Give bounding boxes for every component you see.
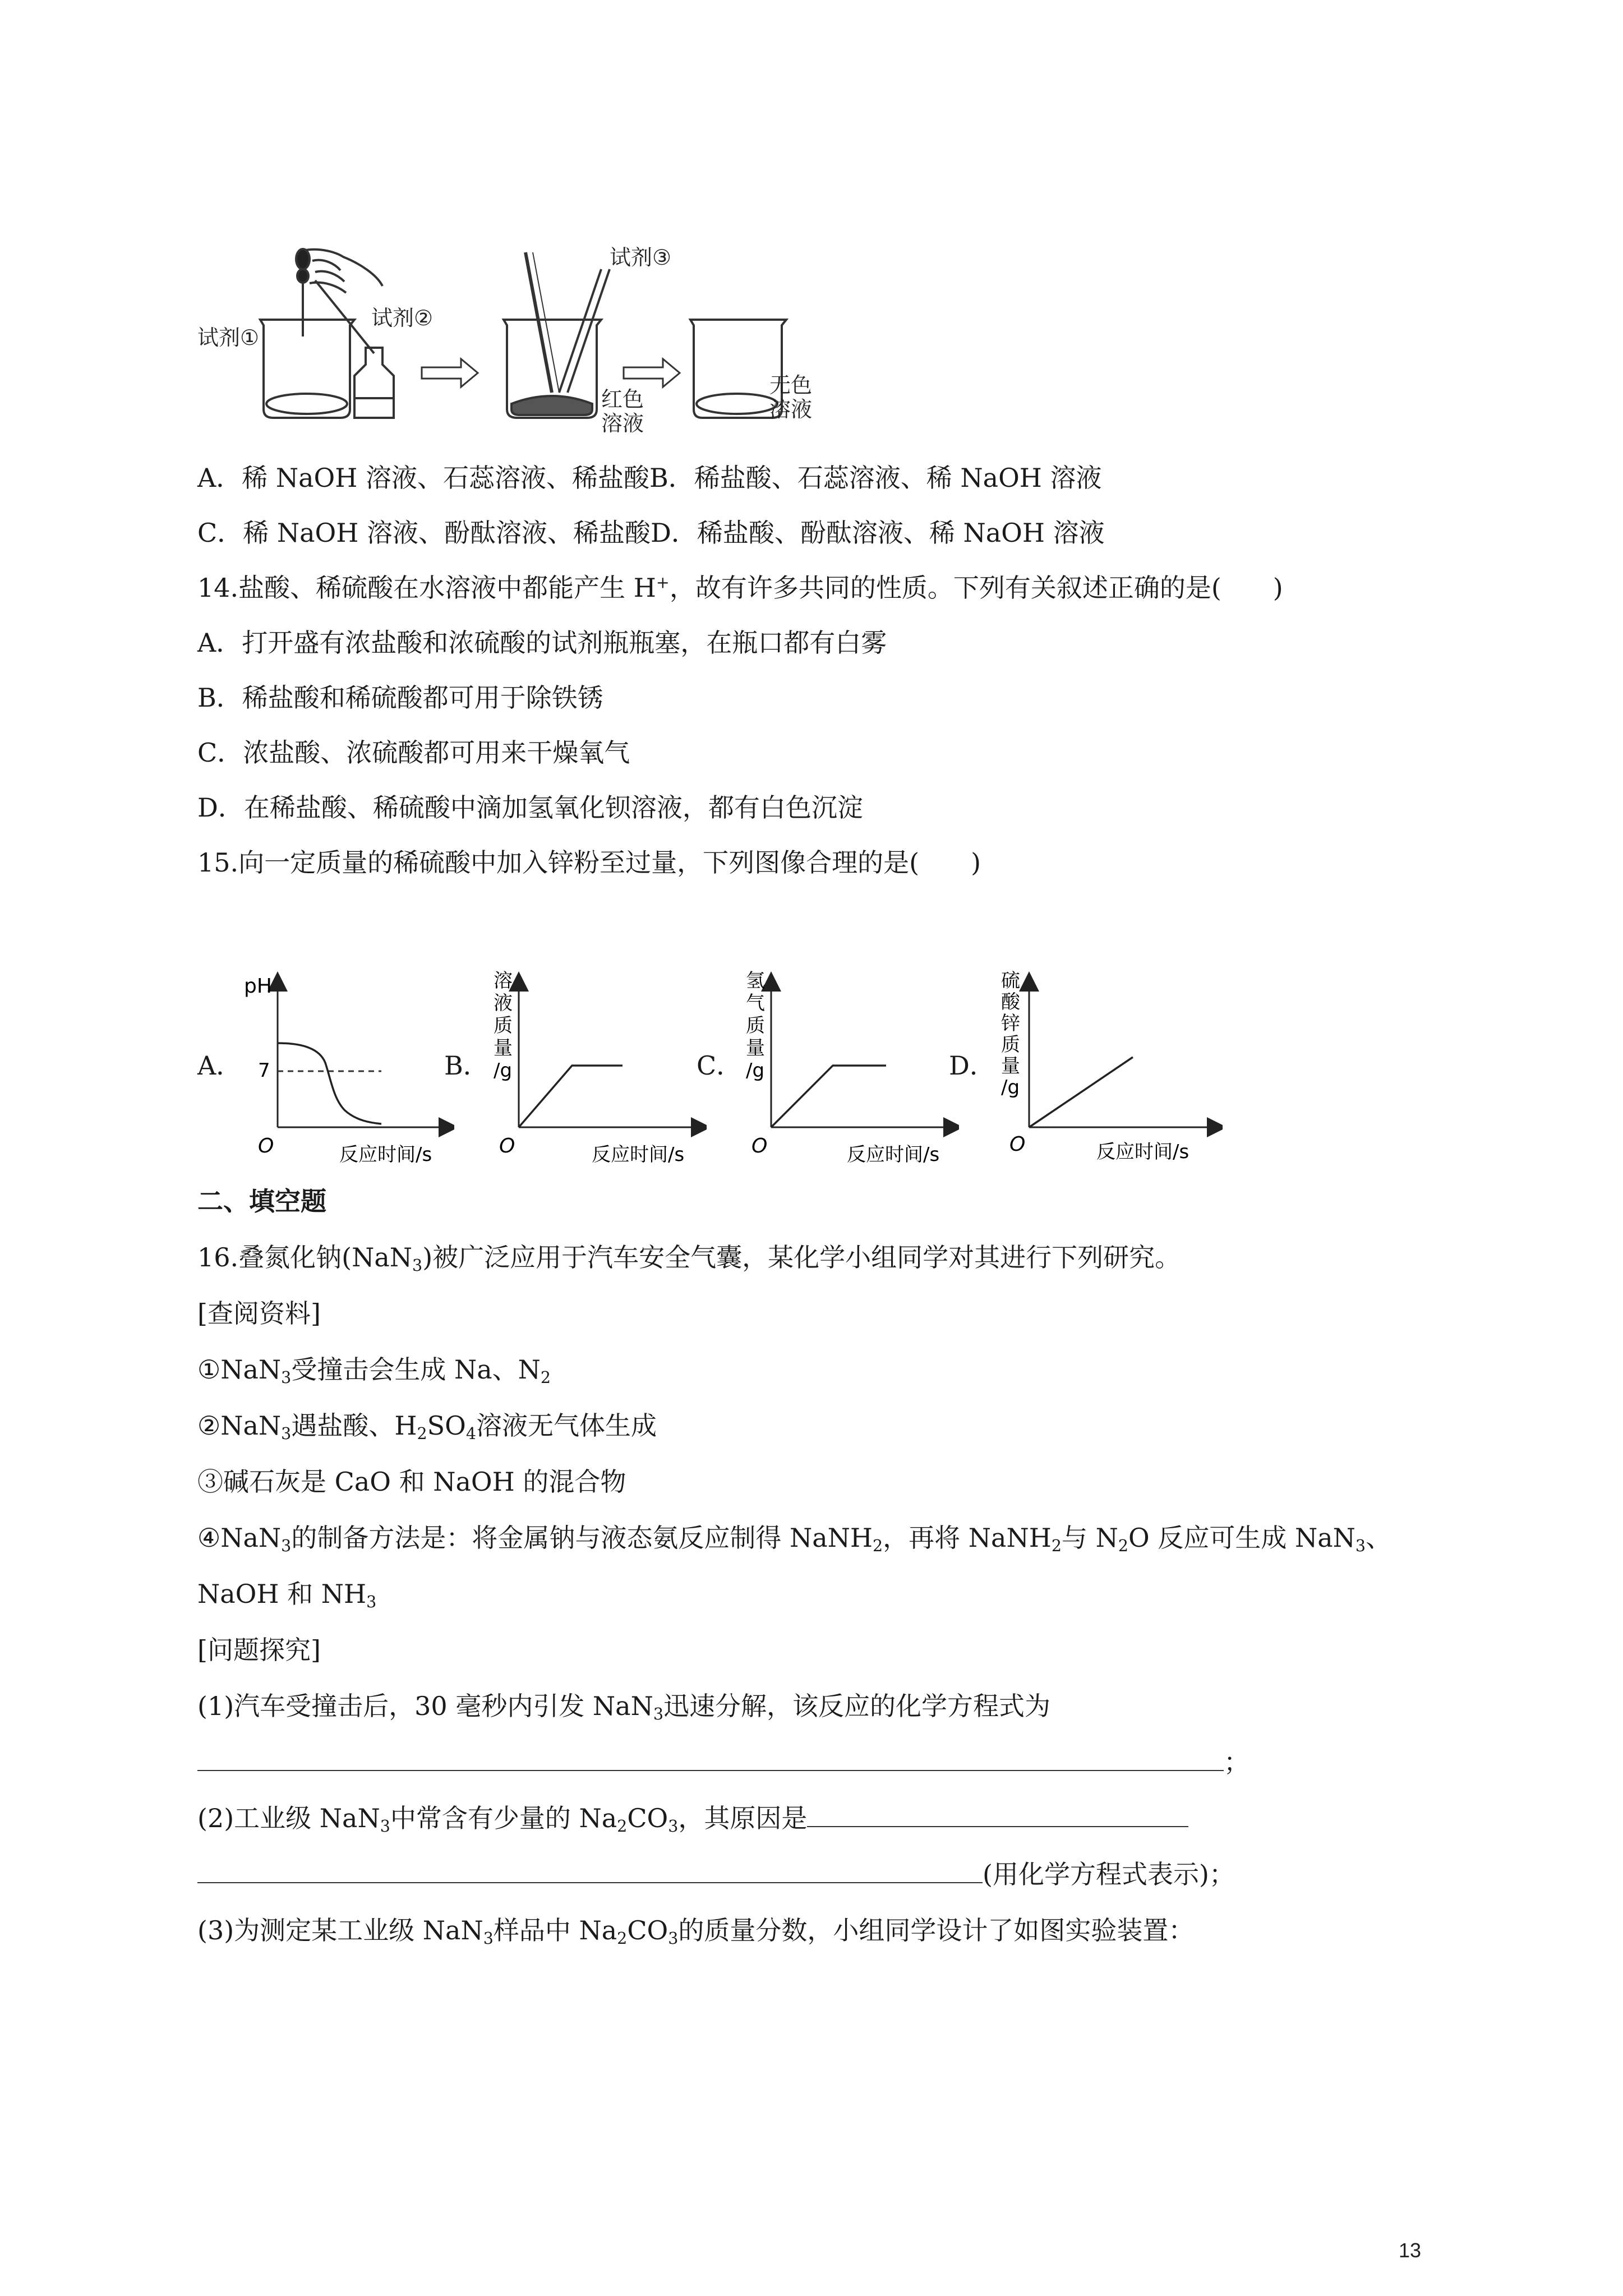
q15-option-c-label[interactable]: C． — [697, 1050, 743, 1081]
graph-a-ylabel: pH — [244, 975, 272, 998]
q16-intro: 16.叠氮化钠(NaN$_3$)被广泛应用于汽车安全气囊，某化学小组同学对其进行下列研究。 — [197, 1242, 1181, 1275]
graph-c-ylabel-3: 质 — [746, 1015, 765, 1037]
red-solution-label-1: 红色 — [601, 387, 644, 412]
q16-part-1: (1)汽车受撞击后，30 毫秒内引发 NaN$_3$迅速分解，该反应的化学方程式为 — [197, 1691, 1051, 1723]
graph-d-ylabel-4: 质 — [1001, 1034, 1020, 1056]
page-number: 13 — [1398, 2239, 1421, 2262]
answer-blank-2[interactable] — [807, 1802, 1188, 1827]
q15-option-a-label[interactable]: A． — [197, 1050, 242, 1081]
answer-blank-3[interactable] — [197, 1859, 983, 1883]
graph-c-ylabel-4: 量 — [746, 1037, 765, 1059]
graph-b-ylabel-5: /g — [494, 1059, 513, 1082]
q16-part-2-answer: (用化学方程式表示)； — [197, 1857, 1235, 1891]
reagent1-label: 试剂① — [197, 325, 260, 350]
graph-d-ylabel-3: 锌 — [1001, 1012, 1020, 1035]
q16-part-2: (2)工业级 NaN$_3$中常含有少量的 $Na_2CO_3$，其原因是 — [197, 1801, 1188, 1835]
graph-a-xlabel: 反应时间/s — [339, 1144, 432, 1166]
graph-d-ylabel-1: 硫 — [1001, 970, 1020, 992]
q16-part-3: (3)为测定某工业级 NaN$_3$样品中 $Na_2CO_3$的质量分数，小组同学设计了如图实验装置： — [197, 1915, 1195, 1948]
q16-lookup-heading: [查阅资料] — [197, 1298, 321, 1329]
q13-option-a[interactable]: A．稀 NaOH 溶液、石蕊溶液、稀盐酸 — [197, 463, 649, 493]
reagent3-label: 试剂③ — [610, 245, 672, 270]
q13-option-row-2 — [197, 516, 1105, 550]
q16-fact-4-cont: NaOH 和 $NH_3$ — [197, 1579, 377, 1611]
graph-c-origin: O — [751, 1135, 768, 1158]
q13-option-d[interactable]: D．稀盐酸、酚酞溶液、稀 NaOH 溶液 — [650, 518, 1105, 548]
q13-apparatus-figure — [197, 241, 837, 443]
q14-option-d[interactable]: D．在稀盐酸、稀硫酸中滴加氢氧化钡溶液，都有白色沉淀 — [197, 792, 863, 823]
colorless-solution-label-2: 溶液 — [769, 397, 813, 422]
graph-a-origin: O — [258, 1135, 274, 1158]
graph-b-ylabel-4: 量 — [494, 1037, 513, 1059]
answer-blank-1[interactable] — [197, 1746, 1224, 1771]
q15-stem: 15.向一定质量的稀硫酸中加入锌粉至过量，下列图像合理的是( ) — [197, 847, 981, 878]
graph-d-ylabel-5: 量 — [1001, 1055, 1020, 1077]
q16-part-1-answer: ； — [197, 1745, 1249, 1779]
graph-c-ylabel-1: 氢 — [746, 970, 765, 992]
colorless-solution-label-1: 无色 — [769, 373, 813, 398]
reagent2-label: 试剂② — [371, 306, 434, 330]
q14-stem: 14.盐酸、稀硫酸在水溶液中都能产生 H+，故有许多共同的性质。下列有关叙述正确的是( ) — [197, 573, 1283, 603]
graph-d-origin: O — [1009, 1133, 1026, 1156]
graph-d-ylabel-6: /g — [1001, 1076, 1020, 1099]
section-title: 二、填空题 — [197, 1186, 326, 1216]
q15-option-b-label[interactable]: B． — [444, 1050, 489, 1081]
q16-explore-heading: [问题探究] — [197, 1635, 321, 1665]
graph-b-ylabel-1: 溶 — [494, 970, 513, 992]
q15-option-d-label[interactable]: D． — [949, 1050, 995, 1081]
q16-fact-2: ②NaN$_3$遇盐酸、$H_2SO_4$溶液无气体生成 — [197, 1410, 657, 1443]
graph-b-xlabel: 反应时间/s — [592, 1144, 685, 1166]
q15-graph-d — [987, 965, 1223, 1178]
q16-fact-4: ④NaN$_3$的制备方法是：将金属钠与液态氨反应制得 NaNH$_2$，再将 NaNH$_2$与 $N_2O$ 反应可生成 NaN$_3$、 — [197, 1523, 1392, 1555]
q15-graph-c — [735, 965, 959, 1178]
q13-option-c[interactable]: C．稀 NaOH 溶液、酚酞溶液、稀盐酸 — [197, 518, 651, 548]
q14-option-a[interactable]: A．打开盛有浓盐酸和浓硫酸的试剂瓶瓶塞，在瓶口都有白雾 — [197, 628, 887, 658]
graph-b-ylabel-2: 液 — [494, 992, 513, 1015]
q14-option-b[interactable]: B．稀盐酸和稀硫酸都可用于除铁锈 — [197, 683, 603, 713]
graph-d-ylabel-2: 酸 — [1001, 991, 1020, 1013]
q15-graph-a — [241, 965, 454, 1178]
q13-option-b[interactable]: B．稀盐酸、石蕊溶液、稀 NaOH 溶液 — [649, 463, 1102, 493]
red-solution-label-2: 溶液 — [601, 411, 644, 436]
graph-c-ylabel-5: /g — [746, 1059, 765, 1082]
graph-c-xlabel: 反应时间/s — [847, 1144, 940, 1166]
graph-b-origin: O — [499, 1135, 515, 1158]
graph-b-ylabel-3: 质 — [494, 1015, 513, 1037]
q14-option-c[interactable]: C．浓盐酸、浓硫酸都可用来干燥氧气 — [197, 737, 630, 768]
graph-c-ylabel-2: 气 — [746, 992, 765, 1015]
q15-graph-b — [482, 965, 707, 1178]
q16-fact-3: ③碱石灰是 CaO 和 NaOH 的混合物 — [197, 1467, 626, 1497]
graph-d-xlabel: 反应时间/s — [1096, 1141, 1189, 1163]
graph-a-ytick-7: 7 — [258, 1059, 270, 1082]
q16-fact-1: ①NaN$_3$受撞击会生成 Na、$N_2$ — [197, 1354, 551, 1387]
q13-option-row-1 — [197, 461, 1102, 495]
